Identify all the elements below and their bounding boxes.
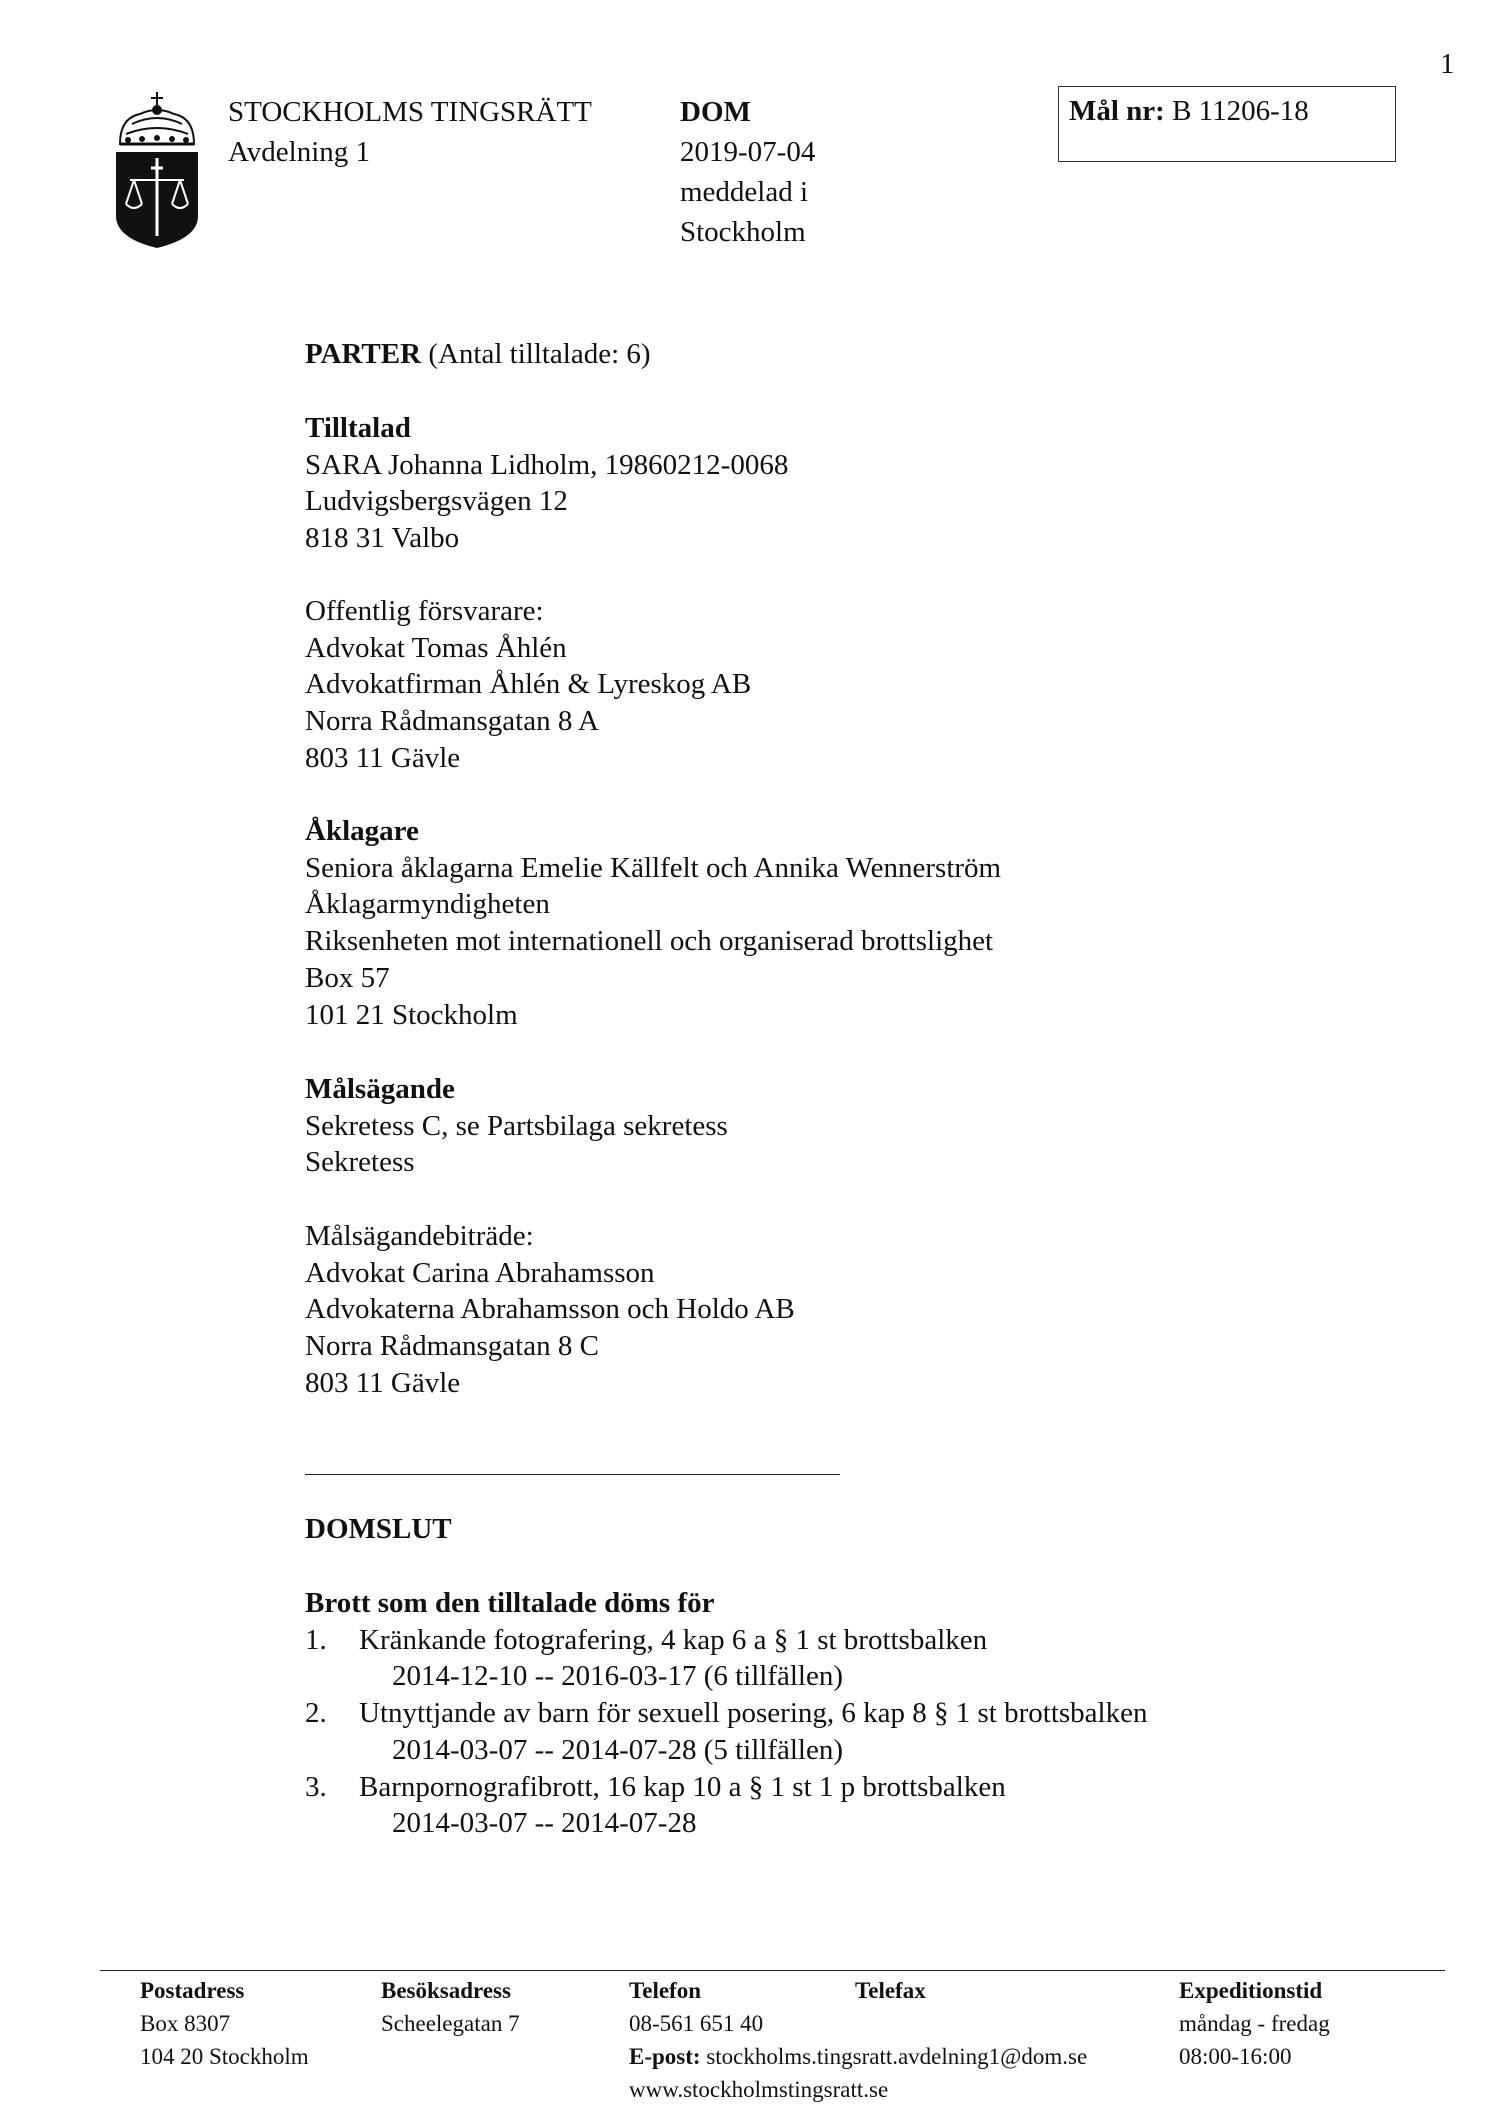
footer-line: 08:00-16:00: [1179, 2044, 1292, 2069]
court-header: [228, 92, 592, 172]
document-header: [680, 92, 815, 252]
aklagare-section: [305, 813, 1001, 1033]
case-number-box: [1058, 86, 1396, 162]
crime-item: [305, 1622, 1147, 1659]
crime-item: [305, 1695, 1147, 1732]
footer-phone: 08-561 651 40: [629, 2011, 764, 2036]
malsagandebitrade-label: Målsägandebiträde:: [305, 1220, 534, 1252]
tilltalad-line: SARA Johanna Lidholm, 19860212-0068: [305, 448, 789, 481]
footer-divider: [100, 1970, 1445, 1971]
malsagandebitrade-line: Advokaterna Abrahamsson och Holdo AB: [305, 1293, 795, 1326]
issued-line-1: meddelad i: [680, 176, 809, 208]
aklagare-line: Riksenheten mot internationell och organiserad brottslighet: [305, 925, 994, 958]
court-name: STOCKHOLMS TINGSRÄTT: [228, 96, 592, 128]
crime-text: Barnpornografibrott, 16 kap 10 a § 1 st 1 p brottsbalken: [359, 1770, 1006, 1803]
domslut-section: [305, 1511, 452, 1548]
case-number-label: Mål nr:: [1069, 95, 1165, 127]
parter-count: (Antal tilltalade: 6): [428, 338, 651, 370]
malsagande-heading: Målsägande: [305, 1073, 455, 1105]
crime-text: Kränkande fotografering, 4 kap 6 a § 1 st brottsbalken: [359, 1623, 988, 1656]
footer-line: måndag - fredag: [1179, 2011, 1330, 2036]
crime-detail: 2014-03-07 -- 2014-07-28 (5 tillfällen): [392, 1733, 844, 1766]
crime-number: 2.: [305, 1697, 327, 1730]
aklagare-heading: Åklagare: [305, 815, 419, 847]
crime-item: [305, 1769, 1147, 1806]
forsvarare-line: Norra Rådmansgatan 8 A: [305, 705, 599, 738]
footer-heading: Expeditionstid: [1179, 1978, 1323, 2003]
footer-email[interactable]: stockholms.tingsratt.avdelning1@dom.se: [706, 2044, 1088, 2069]
footer-line: Scheelegatan 7: [381, 2011, 520, 2036]
tilltalad-line: Ludvigsbergsvägen 12: [305, 485, 568, 518]
court-emblem-icon: [112, 88, 202, 250]
case-number: B 11206-18: [1172, 95, 1309, 127]
footer-postadress: [140, 1974, 309, 2073]
court-division: Avdelning 1: [228, 136, 371, 168]
footer-website[interactable]: www.stockholmstingsratt.se: [629, 2077, 889, 2102]
crime-number: 1.: [305, 1623, 327, 1656]
malsagandebitrade-section: [305, 1218, 795, 1402]
footer-heading: Telefon: [629, 1978, 701, 2003]
aklagare-line: Seniora åklagarna Emelie Källfelt och Annika Wennerström: [305, 851, 1002, 884]
forsvarare-label: Offentlig försvarare:: [305, 595, 544, 627]
parter-heading: PARTER: [305, 338, 422, 370]
tilltalad-line: 818 31 Valbo: [305, 522, 460, 555]
issued-line-2: Stockholm: [680, 216, 806, 248]
footer-heading: Telefax: [855, 1978, 926, 2003]
document-date: 2019-07-04: [680, 136, 816, 168]
aklagare-line: Åklagarmyndigheten: [305, 888, 550, 921]
crime-number: 3.: [305, 1770, 327, 1803]
tilltalad-section: [305, 410, 788, 557]
forsvarare-line: 803 11 Gävle: [305, 741, 461, 774]
footer-besoksadress: [381, 1974, 520, 2040]
malsagandebitrade-line: Norra Rådmansgatan 8 C: [305, 1330, 599, 1363]
parter-section: [305, 336, 651, 373]
crime-text: Utnyttjande av barn för sexuell posering, 6 kap 8 § 1 st brottsbalken: [359, 1697, 1148, 1730]
malsagande-section: [305, 1071, 728, 1181]
aklagare-line: 101 21 Stockholm: [305, 998, 518, 1031]
crime-detail: 2014-12-10 -- 2016-03-17 (6 tillfällen): [392, 1660, 844, 1693]
domslut-subheading: Brott som den tilltalade döms för: [305, 1587, 715, 1619]
malsagande-line: Sekretess C, se Partsbilaga sekretess: [305, 1109, 728, 1142]
forsvarare-line: Advokatfirman Åhlén & Lyreskog AB: [305, 668, 752, 701]
document-type: DOM: [680, 96, 751, 128]
footer-heading: Postadress: [140, 1978, 245, 2003]
footer-line: 104 20 Stockholm: [140, 2044, 309, 2069]
footer-line: Box 8307: [140, 2011, 231, 2036]
footer-telefax: [855, 1974, 926, 2007]
malsagandebitrade-line: Advokat Carina Abrahamsson: [305, 1256, 655, 1289]
footer-heading: Besöksadress: [381, 1978, 511, 2003]
domslut-heading: DOMSLUT: [305, 1513, 452, 1545]
tilltalad-heading: Tilltalad: [305, 412, 411, 444]
footer-expeditionstid: [1179, 1974, 1330, 2073]
forsvarare-section: [305, 593, 751, 777]
section-divider: [305, 1474, 840, 1475]
footer-email-label: E-post:: [629, 2044, 701, 2069]
page-number: 1: [1440, 48, 1455, 80]
domslut-crimes: [305, 1585, 1147, 1842]
malsagandebitrade-line: 803 11 Gävle: [305, 1366, 461, 1399]
crime-detail: 2014-03-07 -- 2014-07-28: [392, 1807, 697, 1840]
malsagande-line: Sekretess: [305, 1146, 415, 1179]
aklagare-line: Box 57: [305, 961, 390, 994]
forsvarare-line: Advokat Tomas Åhlén: [305, 631, 567, 664]
